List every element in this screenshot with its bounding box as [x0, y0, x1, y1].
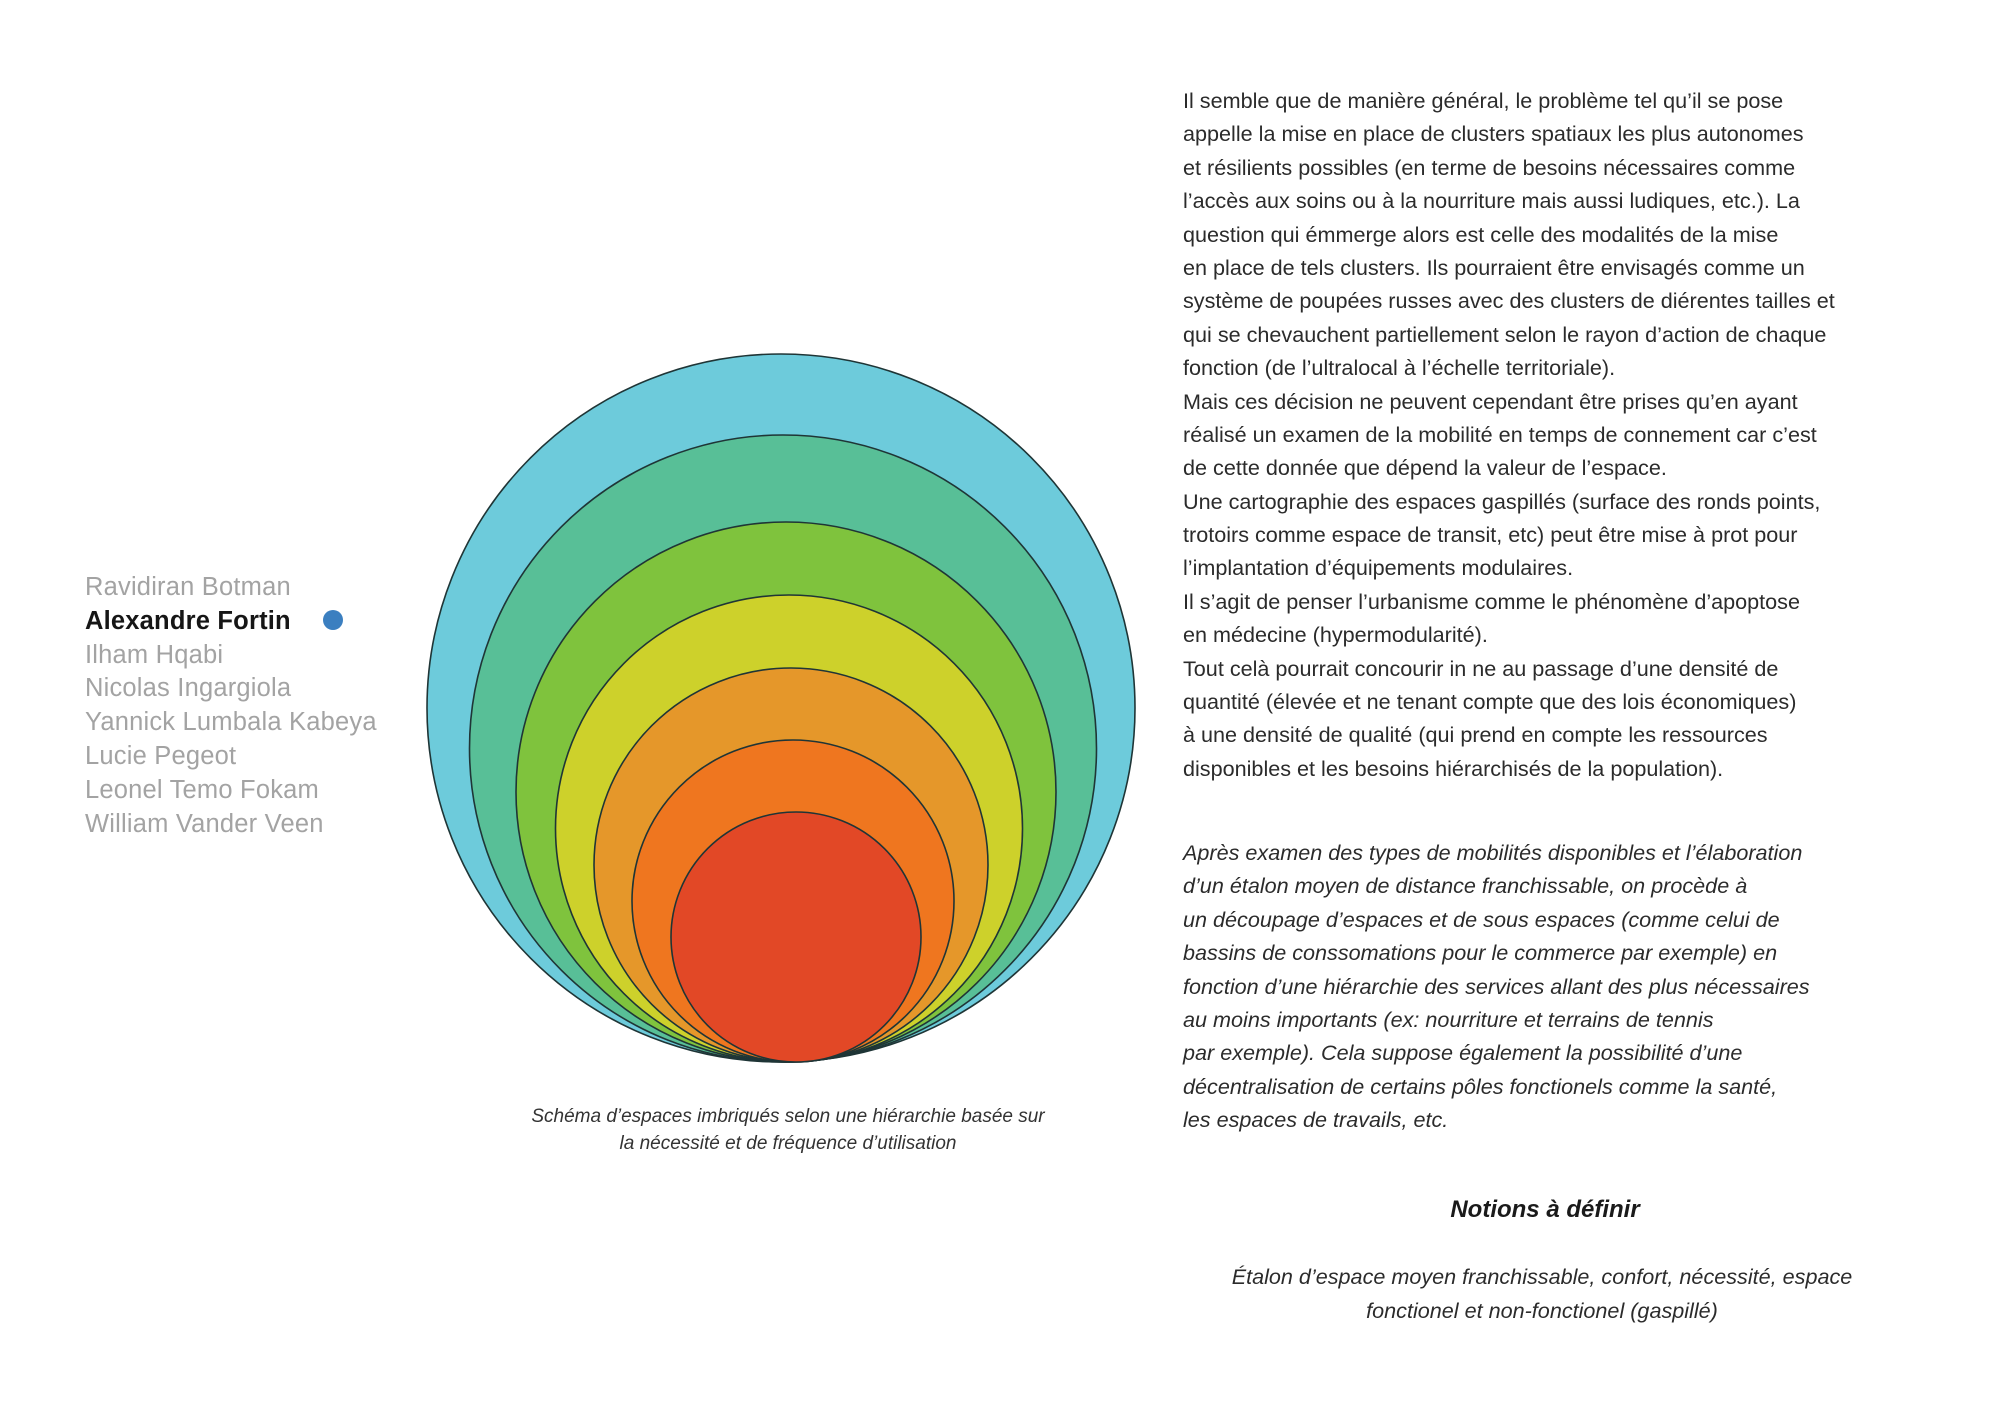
team-member: Lucie Pegeot [85, 741, 237, 770]
team-member: Yannick Lumbala Kabeya [85, 708, 377, 737]
notions-list [1180, 1260, 1904, 1328]
team-member: Ravidiran Botman [85, 573, 291, 601]
paragraph-line: Tout celà pourrait concourir in ne au passage d’une densité de [1183, 655, 1779, 681]
paragraph-line: un découpage d’espaces et de sous espaces (comme celui de [1183, 906, 1780, 932]
paragraph-line: en place de tels clusters. Ils pourraient être envisagés comme un [1183, 254, 1805, 280]
paragraph-line: Il s’agit de penser l’urbanisme comme le phénomène d’apoptose [1183, 588, 1800, 614]
paragraph-line: par exemple). Cela suppose également la possibilité d’une [1183, 1040, 1743, 1066]
team-member: William Vander Veen [85, 809, 324, 838]
paragraph-line: l’implantation d’équipements modulaires. [1183, 555, 1574, 581]
paragraph-line: trotoirs comme espace de transit, etc) peut être mise à prot pour [1183, 522, 1798, 548]
team-member: Leonel Temo Fokam [85, 775, 319, 804]
paragraph-line: de cette donnée que dépend la valeur de l’espace. [1183, 455, 1667, 481]
diagram-caption-line: la nécessité et de fréquence d’utilisation [619, 1133, 957, 1154]
paragraph-line: réalisé un examen de la mobilité en temps de connement car c’est [1183, 421, 1817, 447]
paragraph-line: Une cartographie des espaces gaspillés (surface des ronds points, [1183, 488, 1821, 514]
paragraph-line: l’accès aux soins ou à la nourriture mais aussi ludiques, etc.). La [1183, 188, 1800, 214]
paragraph-line: appelle la mise en place de clusters spatiaux les plus autonomes [1183, 121, 1804, 147]
notions-line: fonctionel et non-fonctionel (gaspillé) [1366, 1298, 1718, 1323]
paragraph-line: fonction (de l’ultralocal à l’échelle territoriale). [1183, 355, 1616, 381]
active-member-dot-icon [323, 610, 343, 630]
team-member: Ilham Hqabi [85, 640, 224, 669]
method-paragraph [1183, 836, 1810, 1137]
notions-line: Étalon d’espace moyen franchissable, confort, nécessité, espace [1231, 1264, 1853, 1289]
paragraph-line: bassins de conssomations pour le commerce par exemple) en [1183, 940, 1778, 966]
diagram-caption-line: Schéma d’espaces imbriqués selon une hiérarchie basée sur [531, 1106, 1045, 1127]
notions-heading: Notions à définir [1450, 1196, 1640, 1223]
team-member: Nicolas Ingargiola [85, 674, 292, 703]
paragraph-line: Après examen des types de mobilités disponibles et l’élaboration [1183, 840, 1803, 865]
paragraph-line: quantité (élevée et ne tenant compte que des lois économiques) [1183, 689, 1797, 715]
paragraph-line: fonction d’une hiérarchie des services allant des plus nécessaires [1183, 973, 1810, 999]
paragraph-line: Il semble que de manière général, le problème tel qu’il se pose [1183, 88, 1784, 113]
diagram-ring-level-7 [671, 812, 921, 1062]
team-member-active: Alexandre Fortin [85, 606, 291, 635]
paragraph-line: qui se chevauchent partiellement selon le rayon d’action de chaque [1183, 321, 1827, 347]
paragraph-line: système de poupées russes avec des clusters de diérentes tailles et [1183, 288, 1835, 314]
paragraph-line: au moins importants (ex: nourriture et terrains de tennis [1183, 1006, 1714, 1032]
paragraph-line: en médecine (hypermodularité). [1183, 622, 1488, 648]
main-paragraph [1183, 84, 1835, 785]
paragraph-line: décentralisation de certains pôles fonctionels comme la santé, [1183, 1073, 1778, 1099]
diagram-caption [460, 1103, 1116, 1157]
paragraph-line: question qui émmerge alors est celle des modalités de la mise [1183, 221, 1779, 247]
paragraph-line: disponibles et les besoins hiérarchisés de la population). [1183, 755, 1724, 781]
paragraph-line: Mais ces décision ne peuvent cependant être prises qu’en ayant [1183, 388, 1798, 414]
paragraph-line: à une densité de qualité (qui prend en compte les ressources [1183, 722, 1768, 748]
paragraph-line: et résilients possibles (en terme de besoins nécessaires comme [1183, 154, 1796, 180]
paragraph-line: d’un étalon moyen de distance franchissable, on procède à [1183, 873, 1748, 899]
paragraph-line: les espaces de travails, etc. [1183, 1107, 1449, 1133]
